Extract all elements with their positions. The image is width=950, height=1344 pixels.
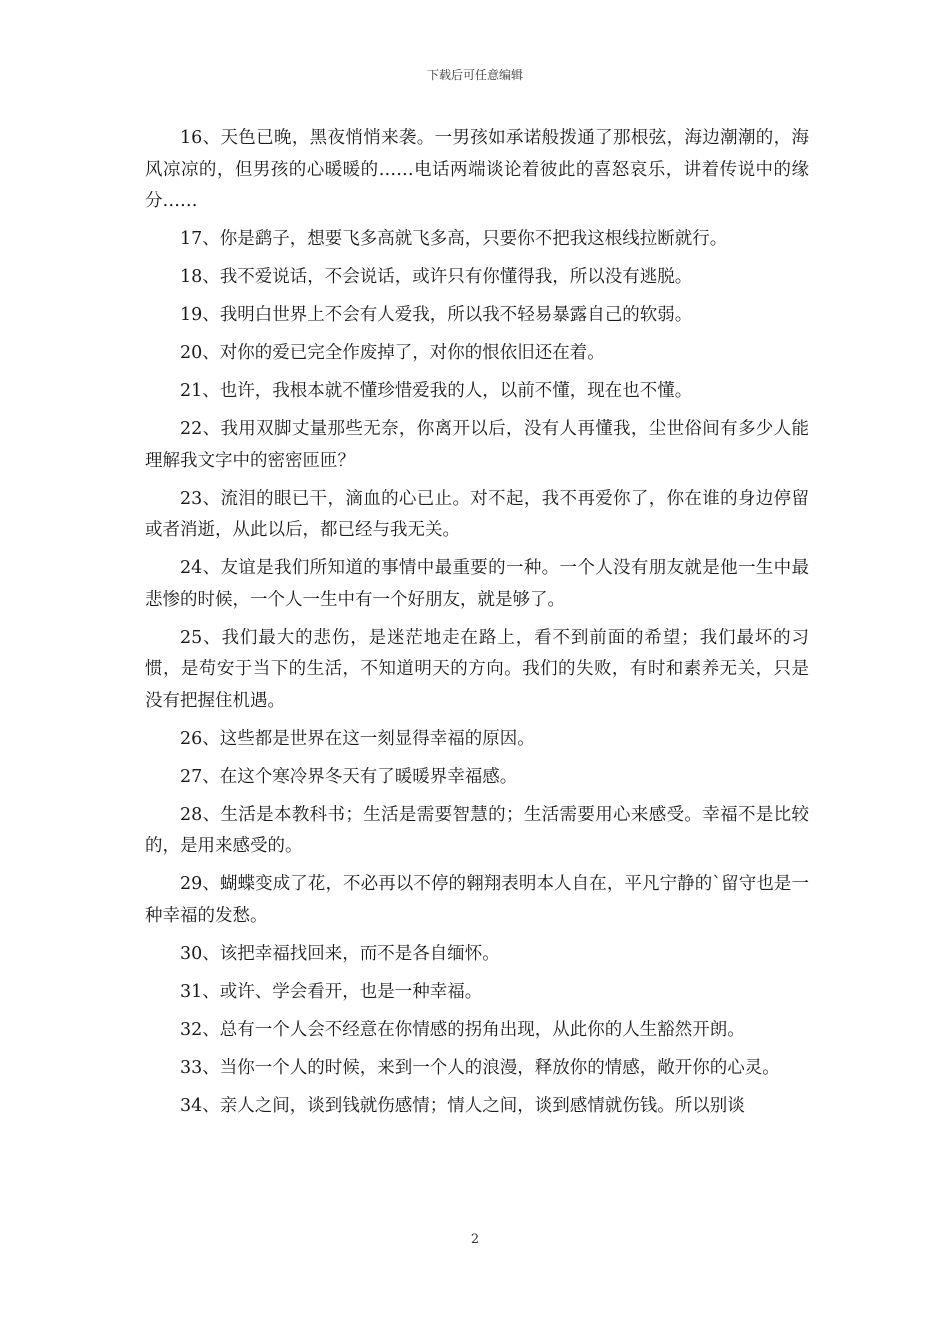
paragraph-22: 22、我用双脚丈量那些无奈，你离开以后，没有人再懂我，尘世俗间有多少人能理解我文字中的密密匝匝？	[145, 419, 809, 471]
paragraph-32: 32、总有一个人会不经意在你情感的拐角出现，从此你的人生豁然开朗。	[180, 1019, 745, 1040]
page-header: 下载后可任意编辑	[426, 68, 523, 82]
paragraph-20: 20、对你的爱已完全作废掉了，对你的恨依旧还在着。	[180, 343, 605, 363]
page-number: 2	[470, 1232, 480, 1247]
paragraph-24: 24、友谊是我们所知道的事情中最重要的一种。一个人没有朋友就是他一生中最悲惨的时候，一个人一生中有一个好朋友，就是够了。	[145, 558, 809, 610]
paragraph-26: 26、这些都是世界在这一刻显得幸福的原因。	[180, 728, 535, 749]
paragraph-28: 28、生活是本教科书；生活是需要智慧的；生活需要用心来感受。幸福不是比较的，是用来感受的。	[145, 804, 809, 856]
paragraph-30: 30、该把幸福找回来，而不是各自缅怀。	[180, 943, 500, 964]
paragraph-25: 25、我们最大的悲伤，是迷茫地走在路上，看不到前面的希望；我们最坏的习惯，是苟安于当下的生活，不知道明天的方向。我们的失败，有时和素养无关，只是没有把握住机遇。	[145, 627, 809, 711]
paragraph-31: 31、或许、学会看开，也是一种幸福。	[180, 981, 483, 1002]
paragraph-16: 16、天色已晚，黑夜悄悄来袭。一男孩如承诺般拨通了那根弦，海边潮潮的，海风凉凉的，但男孩的心暖暖的……电话两端谈论着彼此的喜怒哀乐，讲着传说中的缘分……	[145, 128, 809, 211]
document-body	[145, 123, 809, 1129]
paragraph-29: 29、蝴蝶变成了花，不必再以不停的翱翔表明本人自在，平凡宁静的`留守也是一种幸福的发愁。	[145, 874, 809, 926]
paragraph-33: 33、当你一个人的时候，来到一个人的浪漫，释放你的情感，敞开你的心灵。	[180, 1057, 780, 1078]
paragraph-17: 17、你是鹞子，想要飞多高就飞多高，只要你不把我这根线拉断就行。	[180, 229, 728, 249]
paragraph-34: 34、亲人之间，谈到钱就伤感情；情人之间，谈到感情就伤钱。所以别谈	[180, 1095, 745, 1116]
paragraph-27: 27、在这个寒冷界冬天有了暖暖界幸福感。	[180, 766, 518, 787]
paragraph-21: 21、也许，我根本就不懂珍惜爱我的人，以前不懂，现在也不懂。	[180, 381, 693, 401]
paragraph-18: 18、我不爱说话，不会说话，或许只有你懂得我，所以没有逃脱。	[180, 267, 693, 287]
paragraph-19: 19、我明白世界上不会有人爱我，所以我不轻易暴露自己的软弱。	[180, 305, 693, 325]
paragraph-23: 23、流泪的眼已干，滴血的心已止。对不起，我不再爱你了，你在谁的身边停留或者消逝，从此以后，都已经与我无关。	[145, 488, 809, 540]
